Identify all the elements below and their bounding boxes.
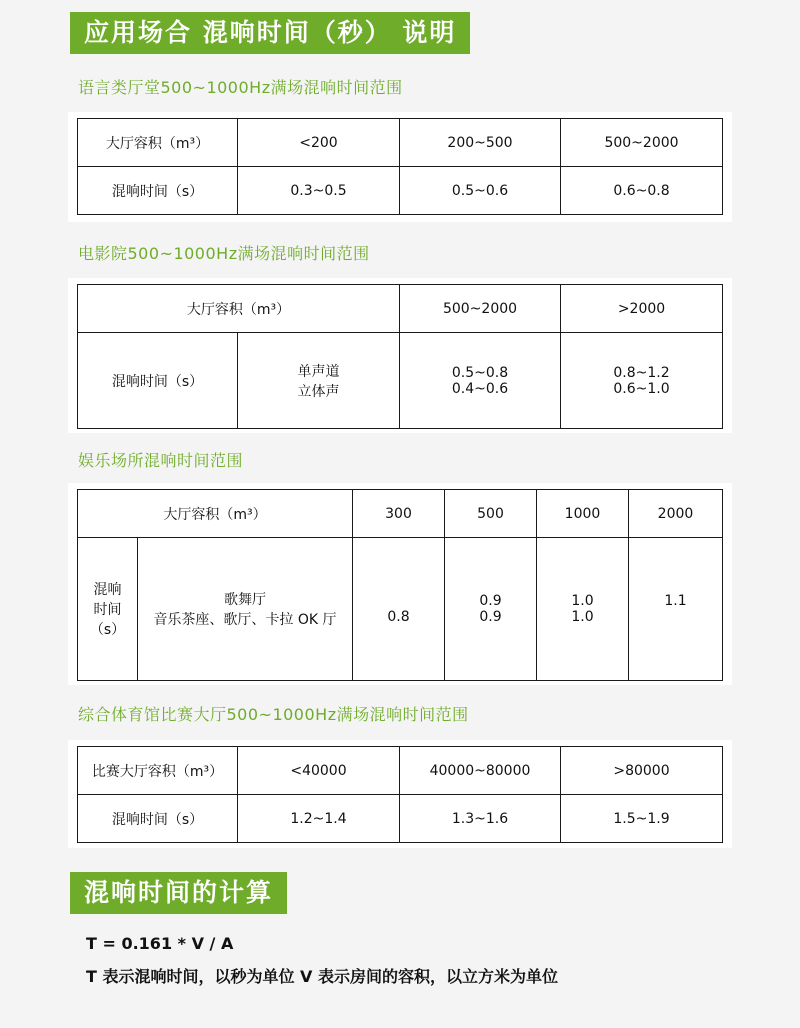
header-cell: 500: [445, 490, 537, 538]
formula: T = 0.161 * V / A: [86, 934, 234, 953]
table-row: [78, 538, 723, 681]
table-panel-cinema: [68, 278, 732, 433]
table-cell: [537, 538, 629, 681]
table-cell: [445, 538, 537, 681]
value: 1.1: [664, 593, 687, 609]
header-cell: 大厅容积（m³）: [78, 285, 400, 333]
table-cell: 0.3~0.5: [238, 167, 400, 215]
table-cell: 1.3~1.6: [400, 795, 561, 843]
value: 0.4~0.6: [451, 380, 509, 397]
section-title-entertainment: 娱乐场所混响时间范围: [78, 451, 244, 470]
table-cell: [353, 538, 445, 681]
row-label-line: 时间: [93, 602, 122, 618]
value: 1.0: [571, 609, 594, 625]
value: [629, 609, 722, 625]
header-cell: 40000~80000: [400, 747, 561, 795]
section-banner-calculation: 混响时间的计算: [70, 872, 287, 914]
header-cell: >80000: [561, 747, 723, 795]
table-row: [78, 167, 723, 215]
section-banner-usage: 应用场合 混响时间（秒） 说明: [70, 12, 470, 54]
table-row: [78, 795, 723, 843]
venue-type-dance-hall: 歌舞厅: [224, 592, 266, 608]
value: [353, 593, 444, 609]
value: 0.5~0.8: [451, 364, 509, 381]
table-cell: 0.5~0.6: [400, 167, 561, 215]
header-cell: 大厅容积（m³）: [78, 119, 238, 167]
row-label: 混响时间（s）: [78, 795, 238, 843]
sound-type-cell: [238, 333, 400, 429]
row-label: [78, 538, 138, 681]
formula-note: T 表示混响时间，以秒为单位 V 表示房间的容积，以立方米为单位: [86, 967, 559, 986]
table-header-row: [78, 747, 723, 795]
header-cell: 2000: [629, 490, 723, 538]
table-panel-entertainment: [68, 483, 732, 685]
row-label-line: 混响: [93, 582, 122, 598]
value: 0.9: [479, 593, 502, 609]
row-label-line: （s）: [89, 622, 126, 638]
header-cell: 200~500: [400, 119, 561, 167]
table-header-row: [78, 490, 723, 538]
sound-type-stereo: 立体声: [297, 383, 340, 400]
venue-type-cell: [138, 538, 353, 681]
header-cell: 1000: [537, 490, 629, 538]
table-cell: [400, 333, 561, 429]
table-row: [78, 333, 723, 429]
speech-hall-table: [77, 118, 723, 215]
venue-type-karaoke: 音乐茶座、歌厅、卡拉 OK 厅: [153, 612, 337, 628]
table-panel-speech: [68, 112, 732, 222]
header-cell: <200: [238, 119, 400, 167]
table-cell: 0.6~0.8: [561, 167, 723, 215]
row-label: 混响时间（s）: [78, 167, 238, 215]
table-cell: [561, 333, 723, 429]
table-panel-sports: [68, 740, 732, 848]
table-cell: [629, 538, 723, 681]
header-cell: 300: [353, 490, 445, 538]
row-label: 混响时间（s）: [78, 333, 238, 429]
value: 0.9: [479, 609, 502, 625]
section-title-speech-halls: 语言类厅堂500~1000Hz满场混响时间范围: [78, 78, 403, 97]
header-cell: 大厅容积（m³）: [78, 490, 353, 538]
header-cell: 500~2000: [400, 285, 561, 333]
value: 0.6~1.0: [613, 380, 670, 397]
value: 0.8~1.2: [613, 364, 670, 381]
value: 0.8: [387, 609, 410, 625]
section-title-sports-hall: 综合体育馆比赛大厅500~1000Hz满场混响时间范围: [78, 705, 469, 724]
entertainment-table: [77, 489, 723, 681]
table-cell: 1.5~1.9: [561, 795, 723, 843]
header-cell: 500~2000: [561, 119, 723, 167]
cinema-table: [77, 284, 723, 429]
header-cell: >2000: [561, 285, 723, 333]
table-header-row: [78, 285, 723, 333]
sports-hall-table: [77, 746, 723, 843]
value: 1.0: [571, 593, 594, 609]
section-title-cinema: 电影院500~1000Hz满场混响时间范围: [78, 244, 370, 263]
table-header-row: [78, 119, 723, 167]
sound-type-mono: 单声道: [297, 363, 340, 380]
header-cell: 比赛大厅容积（m³）: [78, 747, 238, 795]
header-cell: <40000: [238, 747, 400, 795]
table-cell: 1.2~1.4: [238, 795, 400, 843]
